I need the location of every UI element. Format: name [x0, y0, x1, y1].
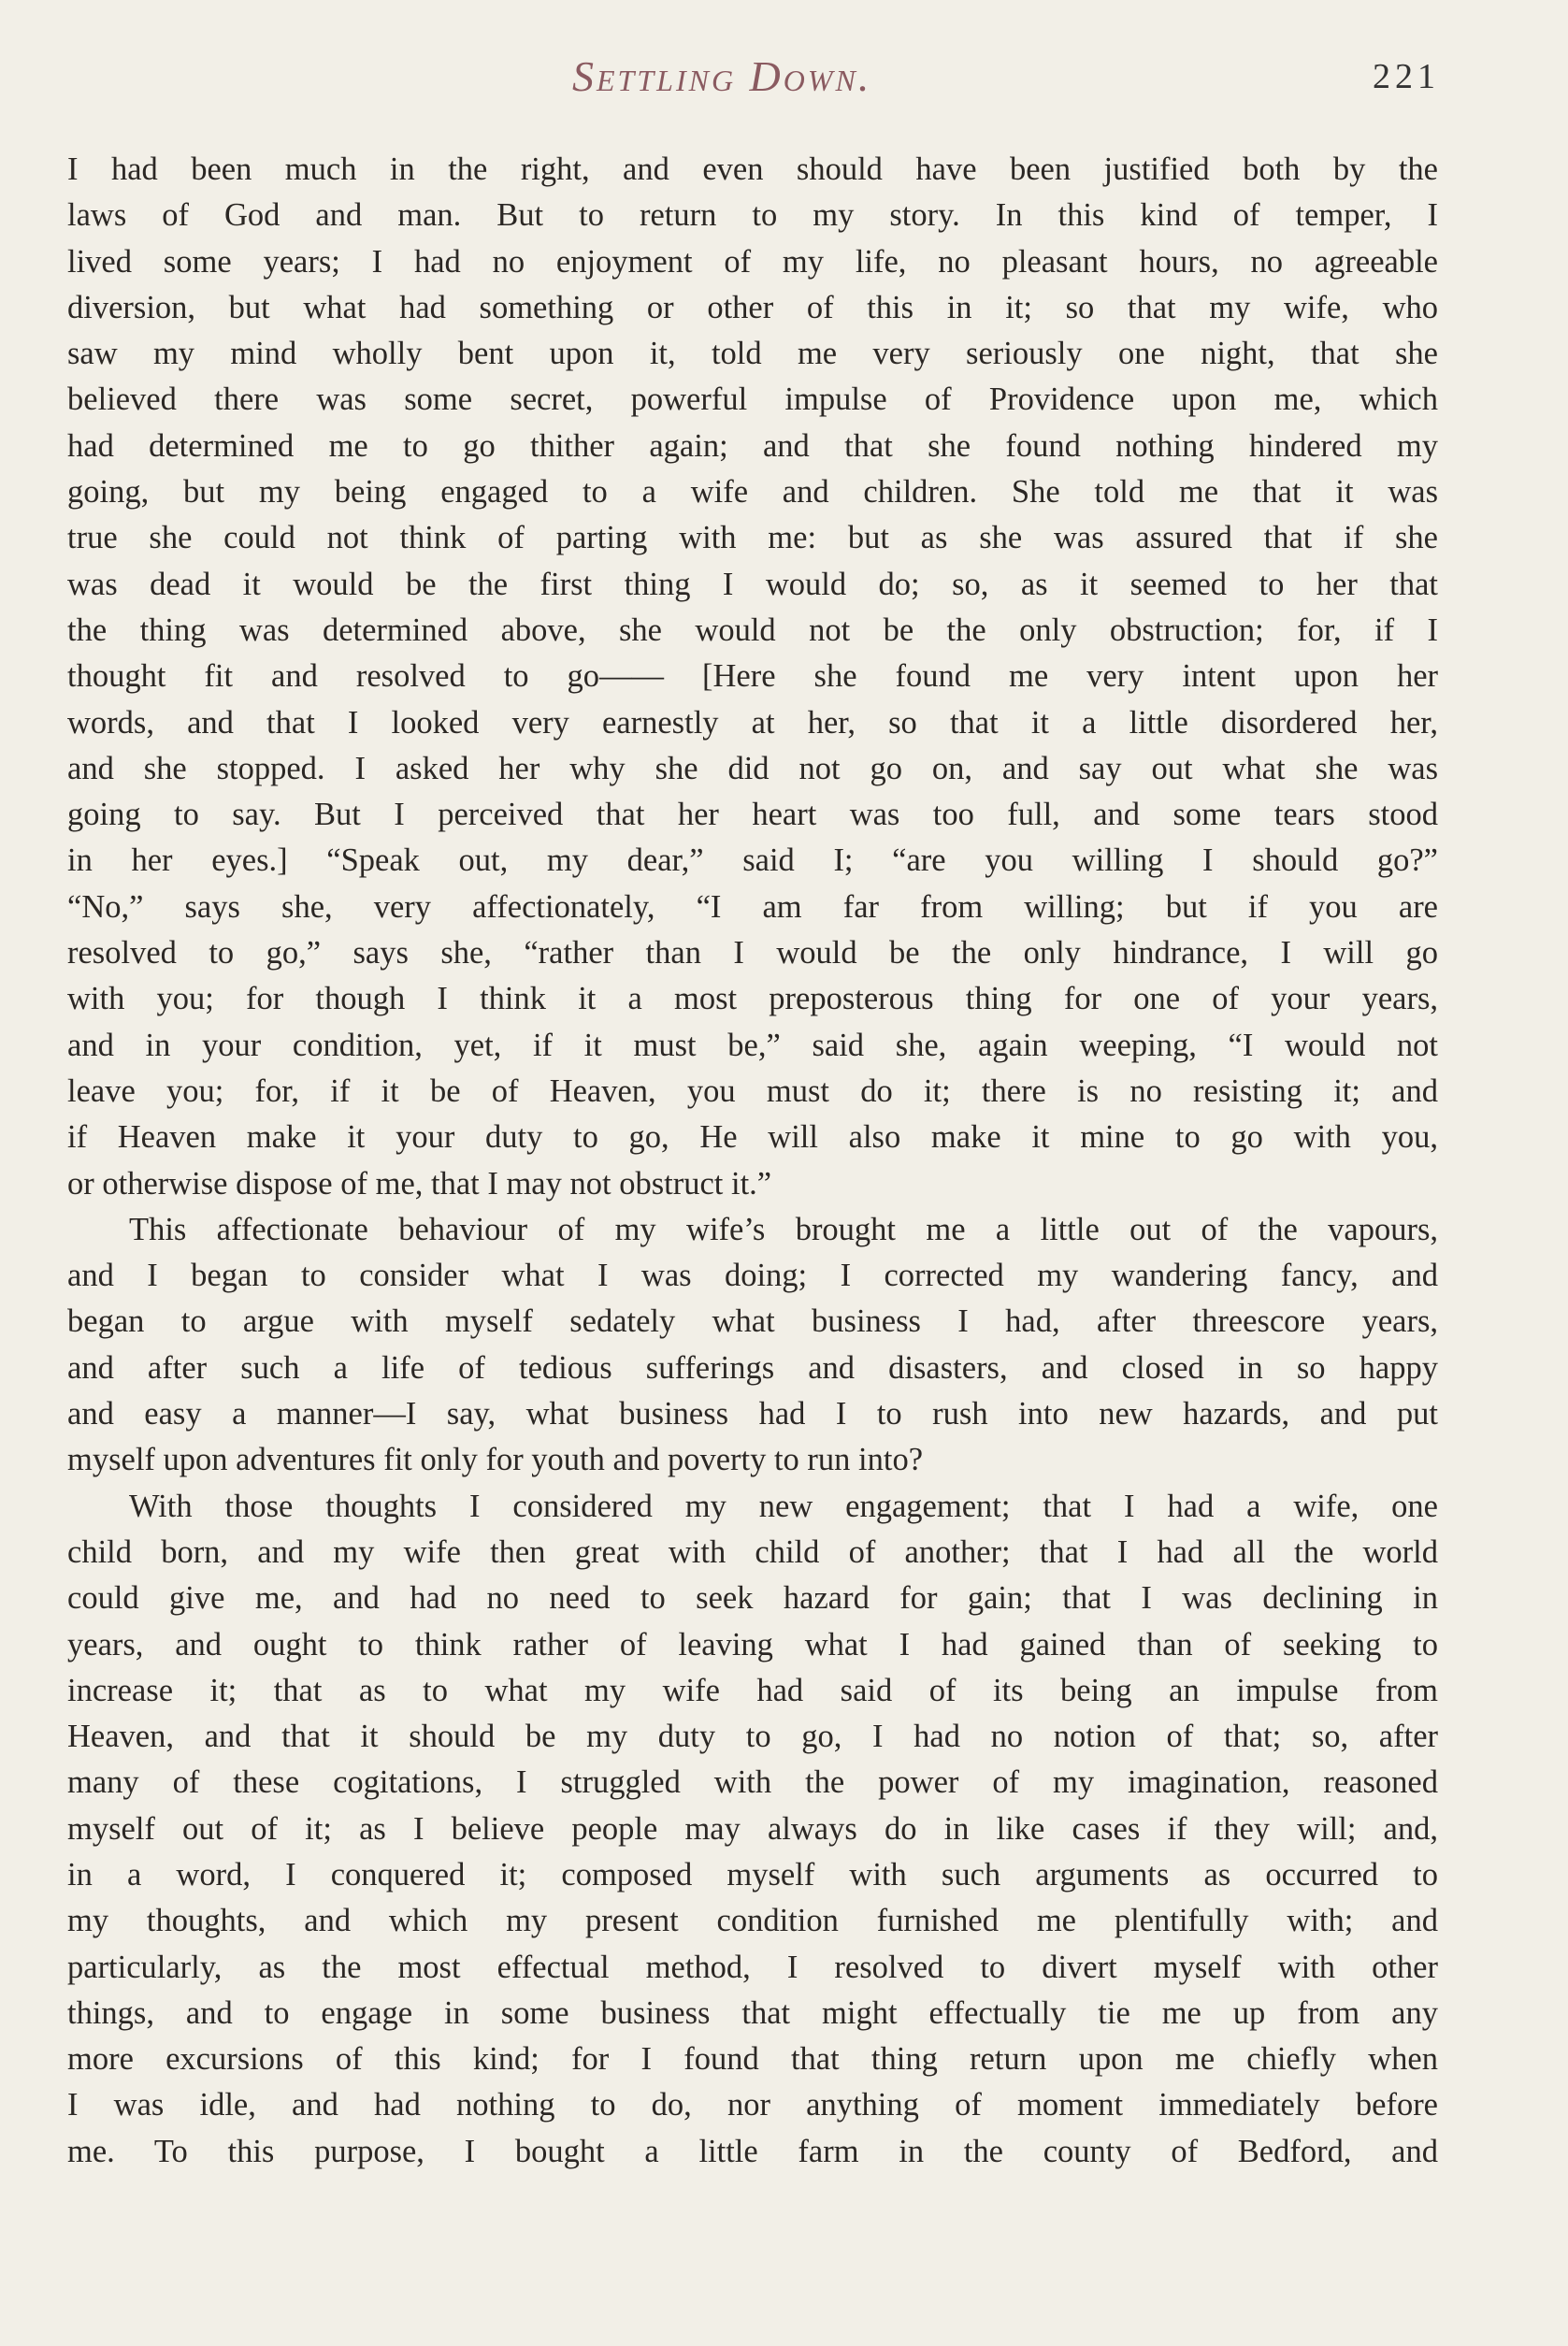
text-line: and in your condition, yet, if it must be,” said she, again weeping, “I would not — [67, 1027, 1438, 1063]
text-line: going, but my being engaged to a wife and children. She told me that it was — [67, 474, 1438, 511]
text-line: me. To this purpose, I bought a little farm in the county of Bedford, and — [67, 2133, 1438, 2169]
text-line: my thoughts, and which my present condition furnished me plentifully with; and — [67, 1903, 1438, 1939]
text-line: increase it; that as to what my wife had said of its being an impulse from — [67, 1672, 1438, 1708]
text-line: was dead it would be the first thing I would do; so, as it seemed to her that — [67, 566, 1438, 602]
text-line: and easy a manner—I say, what business had I to rush into new hazards, and put — [67, 1396, 1438, 1432]
page-number: 221 — [1373, 57, 1440, 96]
text-line: thought fit and resolved to go—— [Here she found me very intent upon her — [67, 658, 1438, 695]
running-title: Settling Down. — [572, 52, 872, 100]
text-line: in a word, I conquered it; composed myself with such arguments as occurred to — [67, 1856, 1438, 1893]
text-line: many of these cogitations, I struggled with the power of my imagination, reasoned — [67, 1764, 1438, 1801]
text-line: had determined me to go thither again; and that she found nothing hindered my — [67, 427, 1438, 464]
text-line: true she could not think of parting with me: but as she was assured that if she — [67, 520, 1438, 556]
text-line: and she stopped. I asked her why she did not go on, and say out what she was — [67, 750, 1438, 786]
text-line: with you; for though I think it a most preposterous thing for one of your years, — [67, 981, 1438, 1017]
text-line: years, and ought to think rather of leaving what I had gained than of seeking to — [67, 1626, 1438, 1662]
running-head — [0, 49, 1568, 105]
body-text — [67, 147, 1438, 2175]
text-line: and after such a life of tedious sufferings and disasters, and closed in so happy — [67, 1349, 1438, 1386]
text-line: or otherwise dispose of me, that I may not obstruct it.” — [67, 1165, 772, 1202]
text-line: child born, and my wife then great with child of another; that I had all the world — [67, 1533, 1438, 1570]
text-line: lived some years; I had no enjoyment of my life, no pleasant hours, no agreeable — [67, 243, 1438, 280]
text-line: saw my mind wholly bent upon it, told me very seriously one night, that she — [67, 336, 1438, 372]
text-line: particularly, as the most effectual method, I resolved to divert myself with other — [67, 1949, 1438, 1985]
text-line: “No,” says she, very affectionately, “I am far from willing; but if you are — [67, 888, 1438, 925]
text-line: more excursions of this kind; for I found that thing return upon me chiefly when — [67, 2041, 1438, 2078]
text-line: myself out of it; as I believe people may always do in like cases if they will; and, — [67, 1810, 1438, 1847]
text-line: and I began to consider what I was doing; I corrected my wandering fancy, and — [67, 1258, 1438, 1294]
text-line: myself upon adventures fit only for youth and poverty to run into? — [67, 1442, 924, 1478]
text-line: I had been much in the right, and even should have been justified both by the — [67, 151, 1438, 187]
text-line: leave you; for, if it be of Heaven, you must do it; there is no resisting it; and — [67, 1072, 1438, 1109]
text-line: believed there was some secret, powerful impulse of Providence upon me, which — [67, 381, 1438, 418]
text-line: going to say. But I perceived that her heart was too full, and some tears stood — [67, 797, 1438, 833]
text-line: could give me, and had no need to seek hazard for gain; that I was declining in — [67, 1580, 1438, 1617]
text-line: This affectionate behaviour of my wife’s brought me a little out of the vapours, — [129, 1211, 1438, 1247]
text-line: diversion, but what had something or other of this in it; so that my wife, who — [67, 289, 1438, 325]
text-line: if Heaven make it your duty to go, He will also make it mine to go with you, — [67, 1119, 1438, 1156]
text-line: Heaven, and that it should be my duty to go, I had no notion of that; so, after — [67, 1719, 1438, 1755]
text-line: resolved to go,” says she, “rather than I would be the only hindrance, I will go — [67, 935, 1438, 972]
text-line: words, and that I looked very earnestly at her, so that it a little disordered her, — [67, 704, 1438, 741]
text-line: began to argue with myself sedately what business I had, after threescore years, — [67, 1303, 1438, 1340]
text-line: I was idle, and had nothing to do, nor anything of moment immediately before — [67, 2087, 1438, 2123]
text-line: the thing was determined above, she would not be the only obstruction; for, if I — [67, 612, 1438, 648]
text-line: in her eyes.] “Speak out, my dear,” said I; “are you willing I should go?” — [67, 842, 1438, 879]
text-line: things, and to engage in some business that might effectually tie me up from any — [67, 1994, 1438, 2031]
text-line: laws of God and man. But to return to my story. In this kind of temper, I — [67, 197, 1438, 234]
text-line: With those thoughts I considered my new engagement; that I had a wife, one — [129, 1488, 1438, 1524]
